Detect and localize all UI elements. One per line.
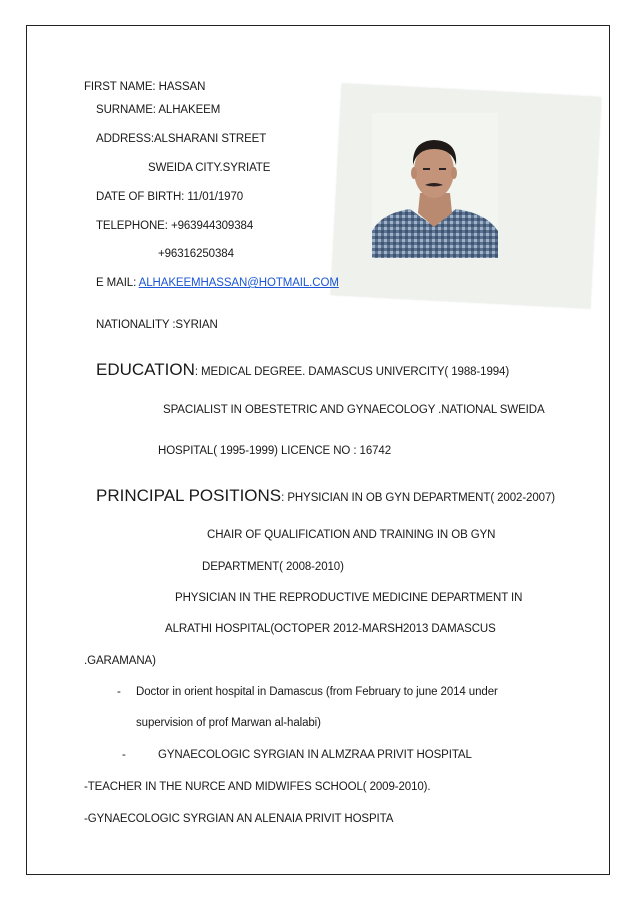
- email-label: E MAIL:: [96, 277, 139, 289]
- profile-photo: [372, 113, 498, 258]
- email-row: [96, 276, 339, 290]
- positions-row: [96, 486, 555, 506]
- bullet-1-line-b: supervision of prof Marwan al-halabi): [136, 717, 321, 729]
- bullet-1-line-a: Doctor in orient hospital in Damascus (from February to june 2014 under: [136, 686, 498, 698]
- positions-line-3: DEPARTMENT( 2008-2010): [202, 561, 344, 573]
- telephone-1: TELEPHONE: +963944309384: [96, 220, 254, 232]
- positions-line-8: -GYNAECOLOGIC SYRGIAN AN ALENAIA PRIVIT HOSPITA: [84, 813, 394, 825]
- education-line-3: HOSPITAL( 1995-1999) LICENCE NO : 16742: [158, 445, 392, 457]
- address-line-2: SWEIDA CITY.SYRIATE: [148, 162, 271, 174]
- education-row: [96, 360, 509, 380]
- positions-line-1: : PHYSICIAN IN OB GYN DEPARTMENT( 2002-2007): [281, 492, 555, 504]
- positions-line-7: -TEACHER IN THE NURCE AND MIDWIFES SCHOOL( 2009-2010).: [84, 781, 431, 793]
- bullet-1-marker: -: [117, 686, 121, 698]
- bullet-2-marker: -: [122, 749, 126, 761]
- email-link[interactable]: ALHAKEEMHASSAN@HOTMAIL.COM: [138, 277, 339, 289]
- telephone-2: +96316250384: [158, 248, 234, 260]
- bullet-2-line: GYNAECOLOGIC SYRGIAN IN ALMZRAA PRIVIT HOSPITAL: [158, 749, 472, 761]
- profile-photo-image: [372, 113, 498, 258]
- positions-line-2: CHAIR OF QUALIFICATION AND TRAINING IN OB GYN: [207, 529, 496, 541]
- positions-line-5: ALRATHI HOSPITAL(OCTOPER 2012-MARSH2013 DAMASCUS: [165, 623, 496, 635]
- positions-heading: PRINCIPAL POSITIONS: [96, 486, 282, 505]
- date-of-birth: DATE OF BIRTH: 11/01/1970: [96, 191, 244, 203]
- address-line-1: ADDRESS:ALSHARANI STREET: [96, 133, 267, 145]
- positions-line-4: PHYSICIAN IN THE REPRODUCTIVE MEDICINE DEPARTMENT IN: [175, 592, 523, 604]
- education-line-2: SPACIALIST IN OBESTETRIC AND GYNAECOLOGY .NATIONAL SWEIDA: [163, 404, 545, 416]
- education-line-1: : MEDICAL DEGREE. DAMASCUS UNIVERCITY( 1988-1994): [194, 366, 510, 378]
- education-heading: EDUCATION: [96, 360, 195, 379]
- first-name: FIRST NAME: HASSAN: [84, 81, 206, 93]
- positions-line-6: .GARAMANA): [84, 655, 156, 667]
- nationality: NATIONALITY :SYRIAN: [96, 319, 218, 331]
- surname: SURNAME: ALHAKEEM: [96, 104, 221, 116]
